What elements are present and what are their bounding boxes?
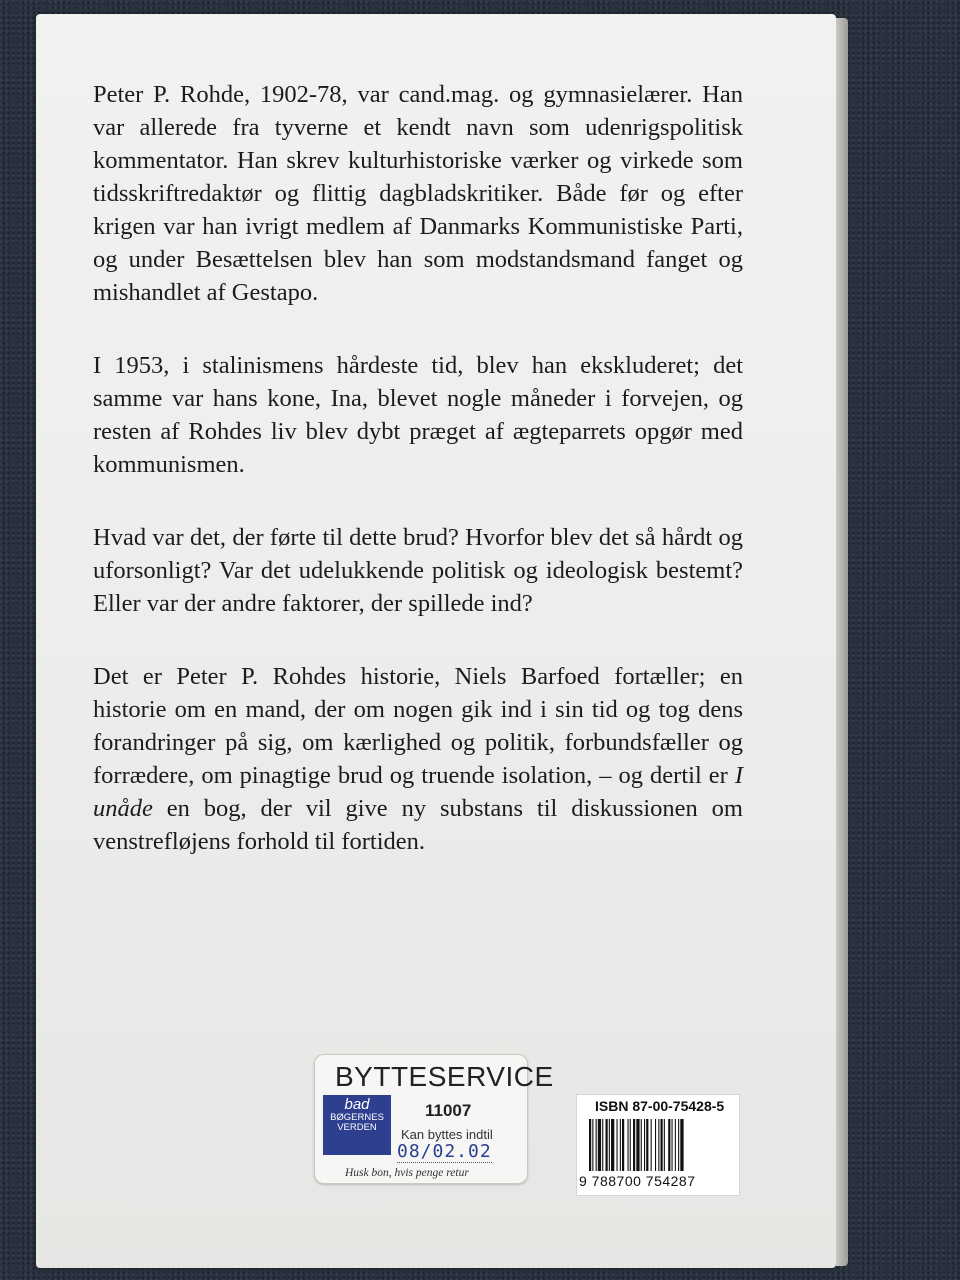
barcode-bar	[606, 1119, 608, 1171]
logo-mark: bad	[344, 1096, 370, 1113]
blurb-paragraph-3: Hvad var det, der førte til dette brud? Hvorfor blev det så hårdt og uforsonligt? Var det udelukkende politisk og ideologisk bestemt? Eller var der andre faktorer, der spillede ind?	[93, 524, 743, 617]
barcode-bar	[611, 1119, 614, 1171]
barcode-bar	[641, 1119, 642, 1171]
barcode-number: 9 788700 754287	[579, 1173, 696, 1189]
barcode-bar	[651, 1119, 652, 1171]
blurb-text-before-title: Det er Peter P. Rohdes historie, Niels Barfoed fortæller; en historie om en mand, der om nogen gik ind i sin tid og tog dens forandringer på sig, om kærlighed og politik, forbundsfæller og forrædere, om pinagtige brud og truende isolation, – og dertil er	[93, 663, 743, 789]
barcode-bar	[675, 1119, 676, 1171]
barcode-bar	[644, 1119, 645, 1171]
barcode-bar	[646, 1119, 648, 1171]
sticker-title: BYTTESERVICE	[335, 1061, 554, 1092]
barcode-bar	[602, 1119, 603, 1171]
barcode-bar	[633, 1119, 635, 1171]
barcode-bar	[661, 1119, 663, 1171]
sticker-number: 11007	[425, 1101, 472, 1120]
blurb-paragraph-2: I 1953, i stalinismens hårdeste tid, blev han ekskluderet; det samme var hans kone, Ina, blevet nogle måneder i forvejen, og resten af Rohdes liv blev dybt præget af ægteparrets opgør med kommunismen.	[93, 352, 743, 478]
barcode-bar	[609, 1119, 610, 1171]
back-cover-blurb	[93, 78, 743, 898]
isbn-barcode-block	[576, 1094, 740, 1196]
exchange-label: Kan byttes indtil	[401, 1127, 493, 1142]
barcode-bar	[598, 1119, 601, 1171]
exchange-date: 08/02.02	[397, 1141, 492, 1162]
barcode-icon	[589, 1119, 737, 1171]
book-title-italic: I unåde	[93, 762, 743, 822]
store-logo	[323, 1095, 391, 1155]
logo-text-line-2: VERDEN	[337, 1122, 377, 1133]
barcode-bar	[596, 1119, 597, 1171]
barcode-bar	[664, 1119, 665, 1171]
barcode-bar	[678, 1119, 679, 1171]
blurb-paragraph-1: Peter P. Rohde, 1902-78, var cand.mag. og gymnasielærer. Han var allerede fra tyverne et kendt navn som udenrigspolitisk kommentator. Han skrev kulturhistoriske værker og virkede som tidsskriftredaktør og flittig dagbladskritiker. Både før og efter krigen var han ivrigt medlem af Danmarks Kommunistiske Parti, og under Besættelsen blev han som modstandsmand fanget og mishandlet af Gestapo.	[93, 81, 743, 306]
barcode-bar	[668, 1119, 670, 1171]
barcode-bar	[672, 1119, 673, 1171]
barcode-bar	[592, 1119, 593, 1171]
barcode-bar	[636, 1119, 639, 1171]
barcode-bar	[655, 1119, 656, 1171]
barcode-bar	[680, 1119, 683, 1171]
logo-text-line-1: BØGERNES	[330, 1112, 384, 1123]
barcode-bar	[617, 1119, 618, 1171]
blurb-text-after-title: en bog, der vil give ny substans til diskussionen om venstrefløjens forhold til fortiden.	[93, 795, 743, 855]
book-edge	[836, 18, 848, 1266]
exchange-sticker	[314, 1054, 554, 1184]
barcode-bar	[630, 1119, 631, 1171]
barcode-bar	[620, 1119, 621, 1171]
barcode-bar	[658, 1119, 659, 1171]
sticker-footer: Husk bon, hvis penge retur	[345, 1167, 469, 1179]
barcode-bar	[589, 1119, 591, 1171]
isbn-label: ISBN 87-00-75428-5	[595, 1098, 725, 1114]
barcode-bar	[628, 1119, 629, 1171]
barcode-bar	[622, 1119, 624, 1171]
blurb-paragraph-4	[93, 660, 743, 858]
